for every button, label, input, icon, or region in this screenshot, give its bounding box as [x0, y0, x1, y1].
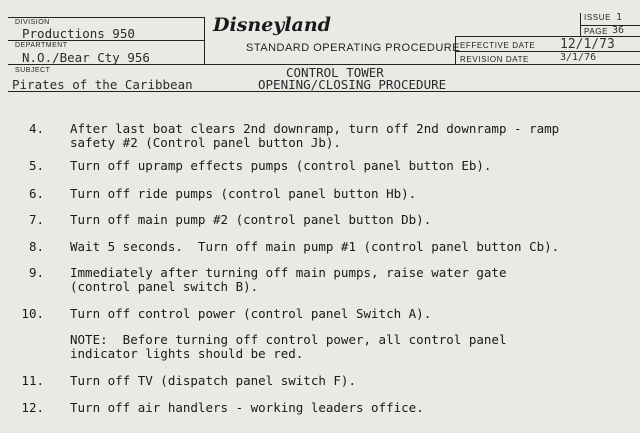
- procedure-step: [0, 266, 640, 294]
- step-text-line: Turn off ride pumps (control panel button Hb).: [70, 186, 417, 201]
- step-text-line: Turn off upramp effects pumps (control panel button Eb).: [70, 158, 492, 173]
- step-number: 11.: [21, 373, 44, 388]
- division-label: DIVISION: [15, 19, 50, 26]
- step-text-line: Immediately after turning off main pumps, raise water gate: [70, 265, 507, 280]
- step-text-line: indicator lights should be red.: [70, 346, 304, 361]
- step-text-line: Turn off air handlers - working leaders office.: [70, 400, 424, 415]
- procedure-step: [0, 213, 640, 227]
- procedure-step: [0, 307, 640, 321]
- sop-title: STANDARD OPERATING PROCEDURE: [246, 42, 461, 54]
- revision-date-label: REVISION DATE: [460, 55, 529, 64]
- revision-date-value: 3/1/76: [560, 52, 597, 63]
- procedure-step: [0, 374, 640, 388]
- procedure-step: [0, 187, 640, 201]
- subject-label: SUBJECT: [15, 67, 51, 74]
- effective-date-label: EFFECTIVE DATE: [460, 41, 536, 50]
- step-number: 9.: [28, 265, 44, 280]
- step-text-line: safety #2 (Control panel button Jb).: [70, 135, 341, 150]
- step-number: 4.: [28, 121, 44, 136]
- page-value: 36: [612, 25, 625, 36]
- department-value: N.O./Bear Cty 956: [22, 50, 150, 65]
- step-text-line: Turn off main pump #2 (control panel button Db).: [70, 212, 432, 227]
- step-text-line: (control panel switch B).: [70, 279, 259, 294]
- procedure-title-line2: OPENING/CLOSING PROCEDURE: [258, 77, 447, 92]
- step-text-line: Turn off TV (dispatch panel switch F).: [70, 373, 356, 388]
- procedure-step: [0, 401, 640, 415]
- disneyland-logo: Disneyland: [213, 14, 331, 36]
- page-label: PAGE: [584, 27, 609, 36]
- subject-value: Pirates of the Caribbean: [12, 77, 193, 92]
- step-text-line: Wait 5 seconds. Turn off main pump #1 (control panel button Cb).: [70, 239, 560, 254]
- procedure-step: [0, 240, 640, 254]
- step-text-line: NOTE: Before turning off control power, all control panel: [70, 332, 507, 347]
- step-number: 7.: [28, 212, 44, 227]
- effective-date-value: 12/1/73: [560, 37, 615, 52]
- division-value: Productions 950: [22, 26, 135, 41]
- department-label: DEPARTMENT: [15, 42, 68, 49]
- step-text-line: Turn off control power (control panel Switch A).: [70, 306, 432, 321]
- procedure-step: [0, 122, 640, 150]
- issue-label: ISSUE: [584, 13, 612, 22]
- step-number: 6.: [28, 186, 44, 201]
- procedure-title-line1: CONTROL TOWER: [286, 65, 384, 80]
- step-number: 12.: [21, 400, 44, 415]
- issue-value: 1: [616, 12, 623, 23]
- procedure-note: [0, 333, 640, 361]
- step-number: 5.: [28, 158, 44, 173]
- step-text-line: After last boat clears 2nd downramp, turn off 2nd downramp - ramp: [70, 121, 560, 136]
- step-number: 8.: [28, 239, 44, 254]
- step-number: 10.: [21, 306, 44, 321]
- procedure-step: [0, 159, 640, 173]
